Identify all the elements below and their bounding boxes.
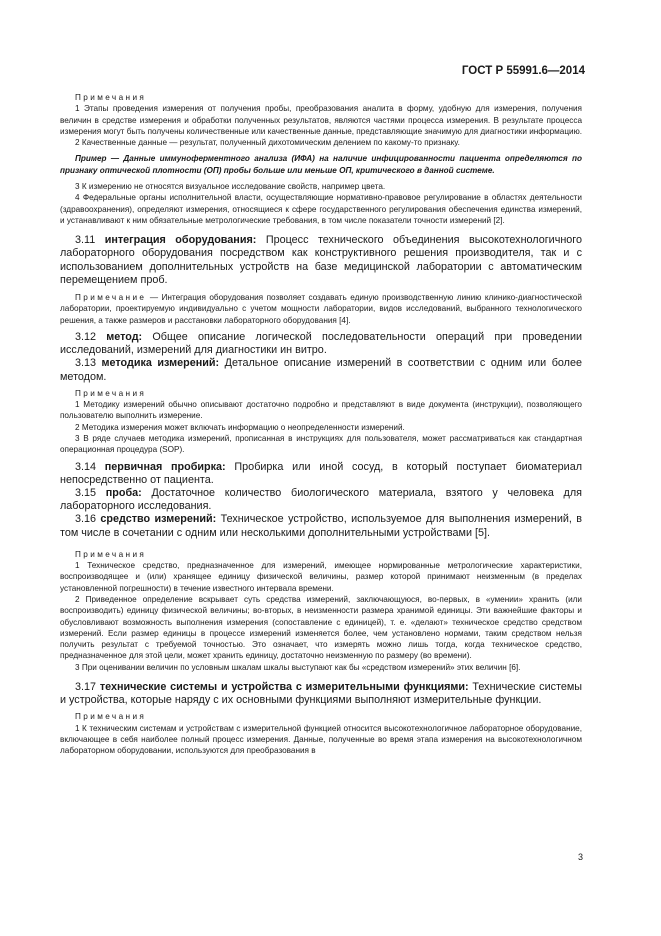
- term-name: интеграция оборудования:: [104, 234, 257, 247]
- page-body: [60, 88, 582, 757]
- note: 4 Федеральные органы исполнительной власти, осуществляющие нормативно-правовое регулирование в областях деятельности (здравоохранения), определяют измерения, относящиеся к сфере государственного регулирования обеспечения единства измерений, и устанавливают к ним обязательные метрологические требования, в том числе показатели точности измерений [2].: [60, 193, 582, 225]
- term-name: проба:: [105, 486, 142, 499]
- term-number: 3.14: [75, 460, 97, 473]
- term-3-15: [60, 487, 582, 513]
- notes-label: Примечания: [75, 712, 147, 722]
- term-3-16: [60, 513, 582, 539]
- note-3-11: [60, 292, 582, 326]
- term-name: средство измерений:: [100, 513, 217, 526]
- term-definition: Достаточное количество биологического материала, взятого у человека для лабораторного исследования.: [60, 486, 582, 513]
- term-number: 3.17: [75, 681, 97, 694]
- term-number: 3.16: [75, 513, 97, 526]
- term-definition: Общее описание логической последовательности операций при проведении исследований, измерений для диагностики ин витро.: [60, 330, 583, 357]
- note: 1 Этапы проведения измерения от получения пробы, преобразования аналита в форму, удобную для измерения, получения величин в средстве измерения и обработки полученных результатов, являются частями процесса измерения. В результате процесса измерения могут быть получены количественные или качественные данные, представляющие значимую для диагностики информацию.: [60, 104, 582, 136]
- term-number: 3.11: [75, 234, 96, 247]
- term-definition: Технические системы и устройства, которые наряду с их основными функциями выполняют измерительные функции.: [60, 681, 583, 707]
- notes-label: Примечания: [75, 549, 147, 559]
- note: 3 В ряде случаев методика измерений, прописанная в инструкциях для пользователя, может рассматриваться как стандартная операционная процедура (SOP).: [60, 433, 582, 455]
- note: 3 К измерению не относятся визуальное исследование свойств, например цвета.: [75, 182, 386, 192]
- notes-label: Примечания: [75, 388, 147, 398]
- note: 1 К техническим системам и устройствам с измерительной функцией относится высокотехнологичное лабораторное оборудование, включающее в себя наиболее полный процесс измерения. Данные, полученные во время этапа измерения на высокотехнологичном лабораторном оборудовании, используются для преобразования в: [60, 723, 582, 756]
- term-number: 3.15: [75, 486, 97, 499]
- note-label: Примечание: [75, 293, 147, 303]
- note: 2 Методика измерения может включать информацию о неопределенности измерений.: [75, 422, 405, 432]
- term-name: первичная пробирка:: [104, 460, 226, 473]
- term-3-17: [60, 681, 582, 707]
- note: 3 При оценивании величин по условным шкалам шкалы выступают как бы «средством измерений» этих величин [6].: [75, 662, 521, 672]
- note-text: — Интеграция оборудования позволяет создавать единую производственную линию клинико-диагностической лаборатории, проектируемую индивидуально с учетом мощности лаборатории, видов исследований, выбранного технологического решения, а также размеров и расстановки лабораторного оборудования [4].: [60, 293, 582, 325]
- document-code: ГОСТ Р 55991.6—2014: [461, 65, 585, 77]
- term-definition: Пробирка или иной сосуд, в который поступает биоматериал непосредственно от пациента.: [60, 460, 583, 486]
- term-name: метод:: [106, 330, 143, 343]
- term-number: 3.12: [75, 330, 97, 343]
- term-definition: Детальное описание измерений в соответствии с одним или более методом.: [60, 357, 582, 383]
- note: 2 Качественные данные — результат, полученный дихотомическим делением по какому-то признаку.: [75, 138, 460, 148]
- notes-label: Примечания: [75, 93, 147, 102]
- note: 1 Техническое средство, предназначенное для измерений, имеющее нормированные метрологические характеристики, воспроизводящее и (или) хранящее единицу физической величины, размер которой принимают неизменным (в пределах установленной погрешности) в течение известного интервала времени.: [60, 561, 582, 593]
- term-3-13: [60, 357, 582, 383]
- example: Пример — Данные иммуноферментного анализа (ИФА) на наличие инфицированности пациента определяются по признаку оптической плотности (ОП) пробы больше или меньше ОП, критического в данной системе.: [60, 154, 582, 175]
- term-number: 3.13: [75, 357, 97, 370]
- note: 2 Приведенное определение вскрывает суть средства измерений, заключающуюся, во-первых, в «умении» хранить (или воспроизводить) единицу физической величины; во-вторых, в неизменности размера хранимой единицы. Эти важнейшие факторы и обусловливают возможность выполнения измерения (сопоставление с единицей), т. е. «делают» техническое средство средством измерений. Если размер единицы в процессе измерений изменяется более, чем установлено нормами, таким средством нельзя получить результат с требуемой точностью. Это означает, что измерять можно лишь тогда, когда техническое средство, предназначенное для этой цели, может хранить единицу, достаточно неизменную по размеру (во времени).: [60, 594, 582, 661]
- note: 1 Методику измерений обычно описывают достаточно подробно и представляют в виде документа (инструкции), позволяющего пользователю выполнить измерение.: [60, 400, 582, 421]
- term-3-14: [60, 461, 582, 487]
- term-3-12: [60, 331, 582, 357]
- term-3-11: [60, 234, 582, 287]
- term-definition: Процесс технического объединения высокотехнологичного лабораторного оборудования посредством как конструктивного решения производителя, так и с использованием дополнительных устройств на базе медицинской лаборатории с автоматическим перемещением проб.: [60, 234, 583, 286]
- page-number: 3: [577, 852, 583, 862]
- term-name: технические системы и устройства с измерительными функциями:: [99, 681, 469, 694]
- term-definition: Техническое устройство, используемое для выполнения измерений, в том числе в сочетании с одним или несколькими дополнительными устройствами [5].: [60, 513, 583, 539]
- term-name: методика измерений:: [101, 357, 220, 370]
